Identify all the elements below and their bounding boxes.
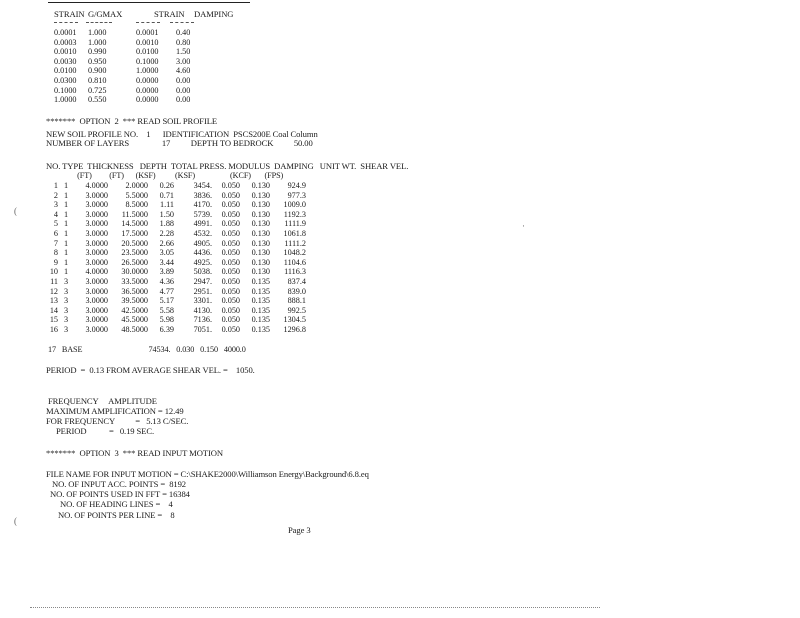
strain-cell: 1.000 <box>88 28 107 37</box>
layer-cell: 12 <box>49 286 58 296</box>
layer-cell: 5038. <box>193 267 212 277</box>
layer-cell: 1304.5 <box>283 315 306 325</box>
layer-cell: 0.71 <box>159 190 174 200</box>
layer-cell: 1111.2 <box>284 238 306 248</box>
layer-cell: 39.5000 <box>121 296 148 306</box>
layer-cell: 0.050 <box>221 296 240 306</box>
layer-cell: 3.0000 <box>85 315 108 325</box>
layer-cell: 0.135 <box>251 324 270 334</box>
strain-cell: 0.0000 <box>136 95 159 105</box>
layer-cell: 3.05 <box>159 248 174 258</box>
strain-cell: 0.0300 <box>54 75 77 85</box>
layer-cell: 3836. <box>193 190 212 200</box>
layer-row <box>46 181 308 191</box>
strain-cell: 0.00 <box>176 85 191 95</box>
layer-cell: 3.0000 <box>85 228 108 238</box>
layer-cell: 3.0000 <box>85 296 108 306</box>
strain-cell: 4.60 <box>176 66 191 76</box>
points-per-line-line: NO. OF POINTS PER LINE = 8 <box>58 510 175 520</box>
layer-cell: 0.050 <box>221 305 240 315</box>
header-underline-2 <box>86 22 112 23</box>
layer-cell: 4130. <box>193 305 212 315</box>
strain-cell: 0.00 <box>176 75 191 85</box>
layer-cell: 3 <box>63 276 69 286</box>
layer-cell: 3 <box>63 286 69 296</box>
strain-cell: 0.0000 <box>136 85 159 95</box>
strain-cell: 0.900 <box>88 66 107 76</box>
layer-cell: 7051. <box>193 324 212 334</box>
layer-cell: 3.0000 <box>85 200 108 210</box>
layer-cell: 0.130 <box>251 181 270 190</box>
strain-table <box>54 28 206 105</box>
strain-row <box>54 66 206 76</box>
layer-cell: 4170. <box>193 200 212 210</box>
layer-cell: 45.5000 <box>121 315 148 325</box>
layer-cell: 0.26 <box>159 181 174 190</box>
layer-cell: 3 <box>63 315 69 325</box>
layer-cell: 3.0000 <box>85 248 108 258</box>
layer-cell: 3.89 <box>159 267 174 277</box>
layer-cell: 2 <box>53 190 58 200</box>
layer-cell: 9 <box>53 257 58 267</box>
strain-row <box>54 95 206 105</box>
layer-cell: 0.050 <box>221 209 240 219</box>
layer-row <box>46 267 308 277</box>
layer-cell: 3 <box>63 324 69 334</box>
layer-cell: 17.5000 <box>121 228 148 238</box>
layer-cell: 4991. <box>193 219 212 229</box>
layer-cell: 1116.3 <box>284 267 306 277</box>
layer-cell: 3.0000 <box>85 190 108 200</box>
strain-cell: 0.0000 <box>136 75 159 85</box>
layer-cell: 0.050 <box>221 276 240 286</box>
layer-cell: 4905. <box>193 238 212 248</box>
strain-cell: 3.00 <box>176 56 191 66</box>
layer-cell: 0.050 <box>221 248 240 258</box>
fft-points-line: NO. OF POINTS USED IN FFT = 16384 <box>50 489 190 499</box>
header-underline-3 <box>136 22 160 23</box>
layer-cell: 2951. <box>193 286 212 296</box>
layer-cell: 3.0000 <box>85 305 108 315</box>
layer-cell: 977.3 <box>287 190 306 200</box>
layer-cell: 5.58 <box>159 305 174 315</box>
layer-cell: 1 <box>63 267 69 277</box>
strain-cell: 1.0000 <box>136 66 159 76</box>
strain-cell: 0.0001 <box>54 28 77 37</box>
scan-mark-left-2: ( <box>14 516 17 526</box>
layer-cell: 1061.8 <box>283 228 306 238</box>
layer-cell: 1 <box>63 219 69 229</box>
strain-cell: 0.810 <box>88 75 107 85</box>
layer-row <box>46 296 308 306</box>
strain-cell: 0.950 <box>88 56 107 66</box>
layer-row <box>46 306 308 316</box>
layer-cell: 4436. <box>193 248 212 258</box>
strain-cell: 1.50 <box>176 47 191 57</box>
layer-cell: 3.0000 <box>85 286 108 296</box>
strain-cell: 0.0010 <box>136 37 159 47</box>
scan-mark-left-1: ( <box>14 206 17 216</box>
layer-row <box>46 258 308 268</box>
strain-cell: 0.0010 <box>54 47 77 57</box>
layer-cell: 4.0000 <box>85 267 108 277</box>
layer-cell: 30.0000 <box>121 267 148 277</box>
layer-cell: 4 <box>53 209 58 219</box>
layer-cell: 0.050 <box>221 238 240 248</box>
layer-cell: 0.135 <box>251 305 270 315</box>
layer-row <box>46 200 308 210</box>
strain-row <box>54 86 206 96</box>
layer-cell: 36.5000 <box>121 286 148 296</box>
strain-cell: 0.1000 <box>54 85 77 95</box>
layer-cell: 2.0000 <box>125 181 148 190</box>
layer-cell: 5 <box>53 219 58 229</box>
for-frequency-line: FOR FREQUENCY = 5.13 C/SEC. <box>46 416 189 426</box>
layer-cell: 10 <box>49 267 58 277</box>
layer-cell: 5.17 <box>159 296 174 306</box>
strain-header-2: STRAIN <box>154 9 185 19</box>
layer-cell: 1 <box>63 228 69 238</box>
strain-header-1: STRAIN <box>54 9 85 19</box>
layer-cell: 1192.3 <box>283 209 306 219</box>
layer-row <box>46 287 308 297</box>
layer-cell: 5.98 <box>159 315 174 325</box>
layer-cell: 0.050 <box>221 219 240 229</box>
layer-cell: 5739. <box>193 209 212 219</box>
layer-cell: 3.0000 <box>85 219 108 229</box>
strain-cell: 0.725 <box>88 85 107 95</box>
layer-cell: 1111.9 <box>284 219 306 229</box>
strain-cell: 0.80 <box>176 37 191 47</box>
heading-lines-line: NO. OF HEADING LINES = 4 <box>60 499 173 509</box>
strain-cell: 0.550 <box>88 95 107 105</box>
acc-points-line: NO. OF INPUT ACC. POINTS = 8192 <box>52 479 186 489</box>
layer-cell: 1104.6 <box>283 257 306 267</box>
period-line: PERIOD = 0.13 FROM AVERAGE SHEAR VEL. = 1050. <box>46 365 255 375</box>
layer-cell: 0.135 <box>251 276 270 286</box>
input-file-line: FILE NAME FOR INPUT MOTION = C:\SHAKE2000\Williamson Energy\Background\6.8.eq <box>46 469 369 479</box>
strain-cell: 0.0030 <box>54 56 77 66</box>
layer-cell: 839.0 <box>287 286 306 296</box>
layer-cell: 4.0000 <box>85 181 108 190</box>
layer-cell: 0.050 <box>221 190 240 200</box>
header-underline-4 <box>170 22 194 23</box>
layer-cell: 7 <box>53 238 58 248</box>
layer-cell: 0.130 <box>251 238 270 248</box>
strain-cell: 0.0001 <box>136 28 159 37</box>
option2-heading: ******* OPTION 2 *** READ SOIL PROFILE <box>46 116 218 126</box>
layer-cell: 992.5 <box>287 305 306 315</box>
layer-cell: 3 <box>63 305 69 315</box>
layer-cell: 0.130 <box>251 267 270 277</box>
strain-row <box>54 57 206 67</box>
layer-cell: 1048.2 <box>283 248 306 258</box>
layer-cell: 3301. <box>193 296 212 306</box>
layer-cell: 42.5000 <box>121 305 148 315</box>
layer-row <box>46 219 308 229</box>
bottom-scan-line <box>30 607 600 609</box>
layer-cell: 888.1 <box>287 296 306 306</box>
layer-cell: 6.39 <box>159 324 174 334</box>
layer-cell: 3454. <box>193 181 212 190</box>
strain-row <box>54 38 206 48</box>
layer-cell: 3 <box>63 296 69 306</box>
period-sec-line: PERIOD = 0.19 SEC. <box>56 426 155 436</box>
ggmax-header: G/GMAX <box>88 9 123 19</box>
layer-row <box>46 248 308 258</box>
layer-cell: 1 <box>63 200 69 210</box>
layer-cell: 11 <box>50 276 58 286</box>
page-number: Page 3 <box>288 525 311 535</box>
layer-cell: 1.88 <box>159 219 174 229</box>
layer-cell: 0.135 <box>251 315 270 325</box>
layer-cell: 7136. <box>193 315 212 325</box>
layer-cell: 14 <box>49 305 58 315</box>
layer-cell: 924.9 <box>287 181 306 190</box>
layer-cell: 11.5000 <box>121 209 148 219</box>
layer-cell: 48.5000 <box>121 324 148 334</box>
layer-cell: 14.5000 <box>121 219 148 229</box>
layer-cell: 0.050 <box>221 257 240 267</box>
strain-cell: 1.0000 <box>54 95 77 105</box>
option3-heading: ******* OPTION 3 *** READ INPUT MOTION <box>46 448 223 458</box>
layer-table <box>46 181 308 335</box>
layer-cell: 20.5000 <box>121 238 148 248</box>
strain-row <box>54 28 206 38</box>
layer-unit-header: (FT) (FT) (KSF) (KSF) (KCF) (FPS) <box>46 171 284 180</box>
layer-cell: 0.135 <box>251 296 270 306</box>
layer-cell: 23.5000 <box>121 248 148 258</box>
layer-row <box>46 325 308 335</box>
layer-cell: 3.0000 <box>85 276 108 286</box>
layer-cell: 0.050 <box>221 181 240 190</box>
layer-cell: 4.77 <box>159 286 174 296</box>
strain-cell: 0.0100 <box>136 47 159 57</box>
layer-cell: 0.130 <box>251 219 270 229</box>
layer-cell: 0.130 <box>251 200 270 210</box>
soil-profile-line: NEW SOIL PROFILE NO. 1 IDENTIFICATION PSCS200E Coal Column <box>46 129 318 139</box>
layer-cell: 0.050 <box>221 228 240 238</box>
layer-cell: 0.135 <box>251 286 270 296</box>
layer-cell: 4925. <box>193 257 212 267</box>
layer-cell: 6 <box>53 228 58 238</box>
base-line: 17 BASE 74534. 0.030 0.150 4000.0 <box>48 345 246 354</box>
layer-cell: 2947. <box>193 276 212 286</box>
strain-cell: 0.00 <box>176 95 191 105</box>
layer-cell: 0.050 <box>221 324 240 334</box>
strain-row <box>54 76 206 86</box>
layer-cell: 1 <box>63 238 69 248</box>
layer-cell: 1009.0 <box>283 200 306 210</box>
layer-cell: 3.44 <box>159 257 174 267</box>
strain-cell: 0.40 <box>176 28 191 37</box>
layer-cell: 4532. <box>193 228 212 238</box>
layer-cell: 837.4 <box>287 276 306 286</box>
layer-col-header: NO. TYPE THICKNESS DEPTH TOTAL PRESS. MODULUS DAMPING UNIT WT. SHEAR VEL. <box>46 161 409 171</box>
layer-cell: 1 <box>63 248 69 258</box>
strain-row <box>54 47 206 57</box>
layer-cell: 0.130 <box>251 209 270 219</box>
layer-row <box>46 315 308 325</box>
layer-cell: 1.50 <box>159 209 174 219</box>
layer-cell: 1 <box>53 181 58 190</box>
damping-header: DAMPING <box>194 9 234 19</box>
strain-cell: 0.0003 <box>54 37 77 47</box>
layer-cell: 15 <box>49 315 58 325</box>
layer-cell: 0.130 <box>251 190 270 200</box>
layer-cell: 0.050 <box>221 267 240 277</box>
layer-cell: 0.130 <box>251 257 270 267</box>
max-amplification-line: MAXIMUM AMPLIFICATION = 12.49 <box>46 406 184 416</box>
layer-cell: 3 <box>53 200 58 210</box>
header-underline-1 <box>54 22 78 23</box>
layer-cell: 2.66 <box>159 238 174 248</box>
layer-cell: 8.5000 <box>125 200 148 210</box>
layer-cell: 0.050 <box>221 286 240 296</box>
layer-cell: 3.0000 <box>85 257 108 267</box>
strain-cell: 0.1000 <box>136 56 159 66</box>
layer-cell: 33.5000 <box>121 276 148 286</box>
layer-row <box>46 277 308 287</box>
layer-cell: 1 <box>63 257 69 267</box>
layer-cell: 3.0000 <box>85 238 108 248</box>
layer-cell: 1 <box>63 181 69 190</box>
layers-line: NUMBER OF LAYERS 17 DEPTH TO BEDROCK 50.00 <box>46 138 313 148</box>
layer-cell: 1296.8 <box>283 324 306 334</box>
layer-cell: 1 <box>63 209 69 219</box>
scan-mark-right: · <box>522 221 525 231</box>
frequency-header: FREQUENCY AMPLITUDE <box>48 396 157 406</box>
strain-cell: 0.990 <box>88 47 107 57</box>
layer-cell: 0.130 <box>251 228 270 238</box>
layer-cell: 5.5000 <box>125 190 148 200</box>
strain-cell: 1.000 <box>88 37 107 47</box>
layer-cell: 0.050 <box>221 315 240 325</box>
top-rule <box>48 2 250 3</box>
layer-row <box>46 210 308 220</box>
layer-row <box>46 239 308 249</box>
layer-cell: 16 <box>49 324 58 334</box>
layer-cell: 1 <box>63 190 69 200</box>
strain-cell: 0.0100 <box>54 66 77 76</box>
layer-cell: 0.050 <box>221 200 240 210</box>
layer-cell: 13 <box>49 296 58 306</box>
layer-row <box>46 191 308 201</box>
layer-cell: 26.5000 <box>121 257 148 267</box>
layer-row <box>46 229 308 239</box>
layer-cell: 3.0000 <box>85 324 108 334</box>
layer-cell: 2.28 <box>159 228 174 238</box>
layer-cell: 0.130 <box>251 248 270 258</box>
layer-cell: 4.36 <box>159 276 174 286</box>
layer-cell: 8 <box>53 248 58 258</box>
layer-cell: 1.11 <box>159 200 174 210</box>
layer-cell: 3.0000 <box>85 209 108 219</box>
